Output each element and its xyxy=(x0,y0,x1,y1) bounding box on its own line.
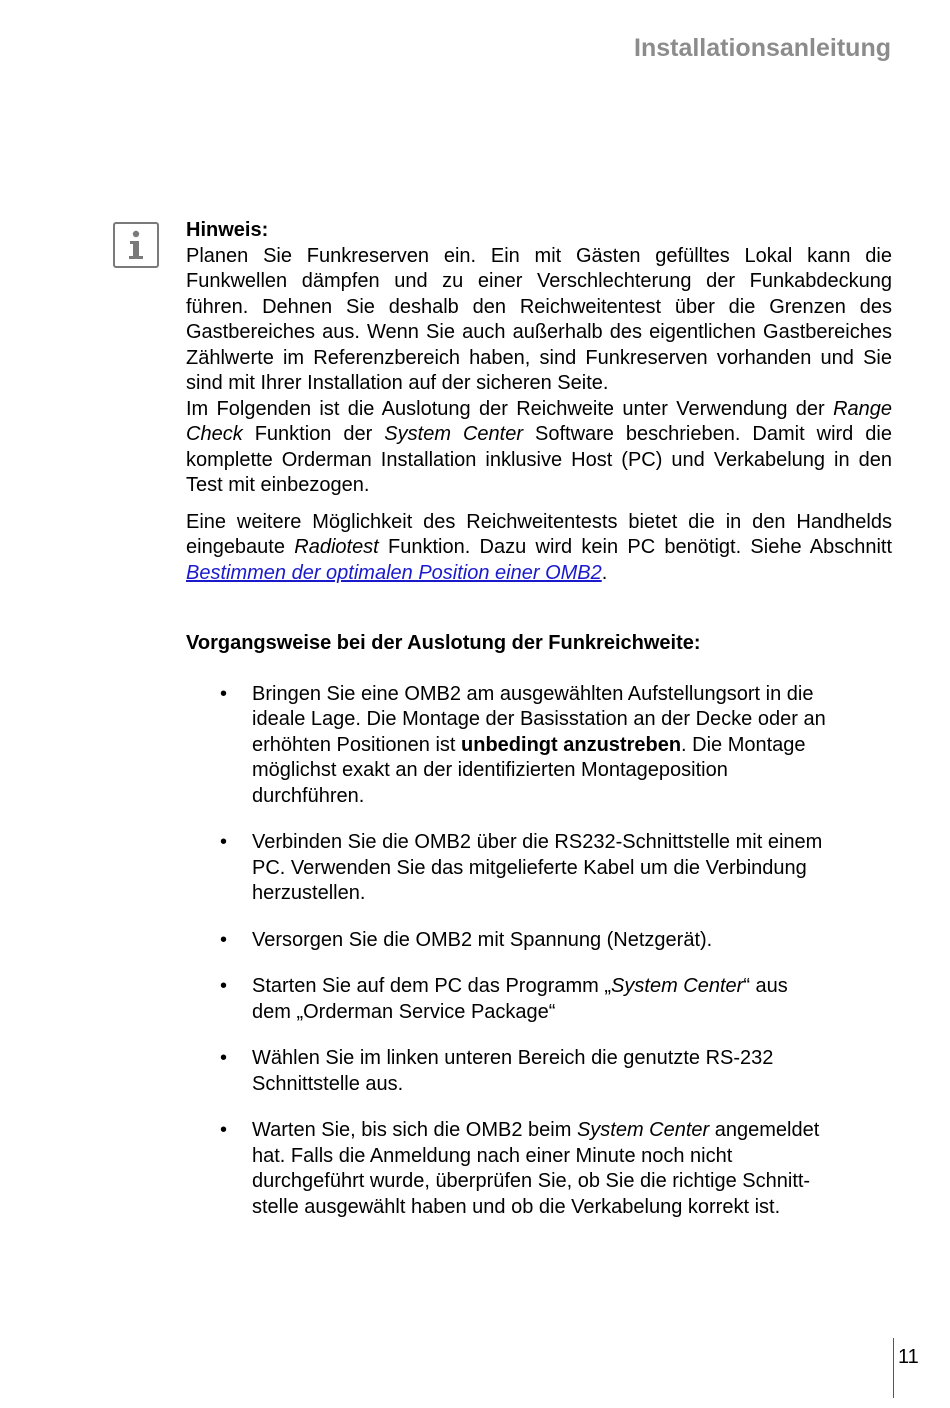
range-check-term: Range Check xyxy=(186,397,892,445)
note-p3-text-1: Eine weitere Möglichkeit des Reichweitentests bietet die in den Handhelds eingebaute xyxy=(186,510,892,558)
note-block xyxy=(186,218,892,586)
system-center-term: System Center xyxy=(384,423,523,445)
bullet: • xyxy=(220,928,228,951)
radiotest-term: Radiotest xyxy=(294,536,379,558)
page-number-divider xyxy=(893,1338,894,1398)
list-item xyxy=(186,928,832,954)
list-item xyxy=(186,1118,832,1220)
info-icon xyxy=(113,222,159,268)
step-text: Starten Sie auf dem PC das Programm „ xyxy=(252,975,612,997)
list-item xyxy=(186,682,832,810)
list-item xyxy=(186,1046,832,1097)
note-p3-text-2: Funktion. Dazu wird kein PC benötigt. Siehe Abschnitt xyxy=(378,536,892,558)
step-text: “ aus dem „Orderman Service Package“ xyxy=(252,975,788,1023)
bullet: • xyxy=(220,975,228,997)
procedure-heading: Vorgangsweise bei der Auslotung der Funkreichweite: xyxy=(186,632,701,654)
note-heading: Hinweis: xyxy=(186,219,269,241)
list-item xyxy=(186,974,832,1025)
note-paragraph-2 xyxy=(186,397,892,499)
note-p3-text-3: . xyxy=(601,561,608,584)
page-header-title: Installationsanleitung xyxy=(634,34,891,62)
note-p2-text-3: Software beschrieben. Damit wird die komplette Orderman Installation inklusive Host (PC) und Verkabelung in den Test mit einbezogen. xyxy=(186,423,892,496)
bullet: • xyxy=(220,831,228,853)
info-icon-graphic xyxy=(115,224,157,266)
step-italic-text: System Center xyxy=(611,975,744,997)
step-text: Bringen Sie eine OMB2 am ausgewählten Aufstellungsort in die ideale Lage. Die Montage der Basisstation an der Decke oder an erhöhten Positionen ist xyxy=(252,682,826,756)
step-text: Warten Sie, bis sich die OMB2 beim xyxy=(252,1119,577,1141)
step-text: Versorgen Sie die OMB2 mit Spannung (Netzgerät). xyxy=(252,928,713,951)
note-p2-text-1: Im Folgenden ist die Auslotung der Reichweite unter Verwendung der xyxy=(186,397,834,420)
note-paragraph-3 xyxy=(186,510,892,587)
note-paragraph-1: Planen Sie Funkreserven ein. Ein mit Gästen gefülltes Lokal kann die Funkwellen dämpfen und zu einer Verschlechterung der Funkabdeckung führen. Dehnen Sie deshalb den Reichweitentest über die Grenzen des Gastbereiches aus. Wenn Sie auch außerhalb des eigentlichen Gastbereiches Zählwerte im Referenzbereich haben, sind Funkreserven vorhanden und Sie sind mit Ihrer Installation auf der sicheren Seite. xyxy=(186,244,892,394)
step-bold-text: unbedingt anzustreben xyxy=(461,733,682,756)
bullet: • xyxy=(220,1047,228,1069)
procedure-steps xyxy=(186,682,892,1221)
step-text: Wählen Sie im linken unteren Bereich die genutzte RS-232 Schnittstelle aus. xyxy=(252,1047,774,1095)
step-text: . Die Montage möglichst exakt an der identifizierten Montageposition durchführen. xyxy=(252,733,806,807)
bullet: • xyxy=(220,682,228,705)
section-link[interactable]: Bestimmen der optimalen Position einer OMB2 xyxy=(186,561,602,584)
step-text: Verbinden Sie die OMB2 über die RS232-Schnittstelle mit einem PC. Verwenden Sie das mitgelieferte Kabel um die Verbindung herzustellen. xyxy=(252,831,823,904)
bullet: • xyxy=(220,1119,228,1141)
note-p2-text-2: Funktion der xyxy=(242,423,385,445)
step-italic-text: System Center xyxy=(576,1119,710,1141)
step-text: angemeldet hat. Falls die Anmeldung nach einer Minute noch nicht durchgeführt wurde, überprüfen Sie, ob Sie die richtige Schnitt-stelle ausgewählt haben und ob die Verkabelung korrekt ist. xyxy=(252,1119,820,1218)
list-item xyxy=(186,830,832,907)
page-number: 11 xyxy=(898,1346,919,1368)
main-content xyxy=(186,218,892,1241)
